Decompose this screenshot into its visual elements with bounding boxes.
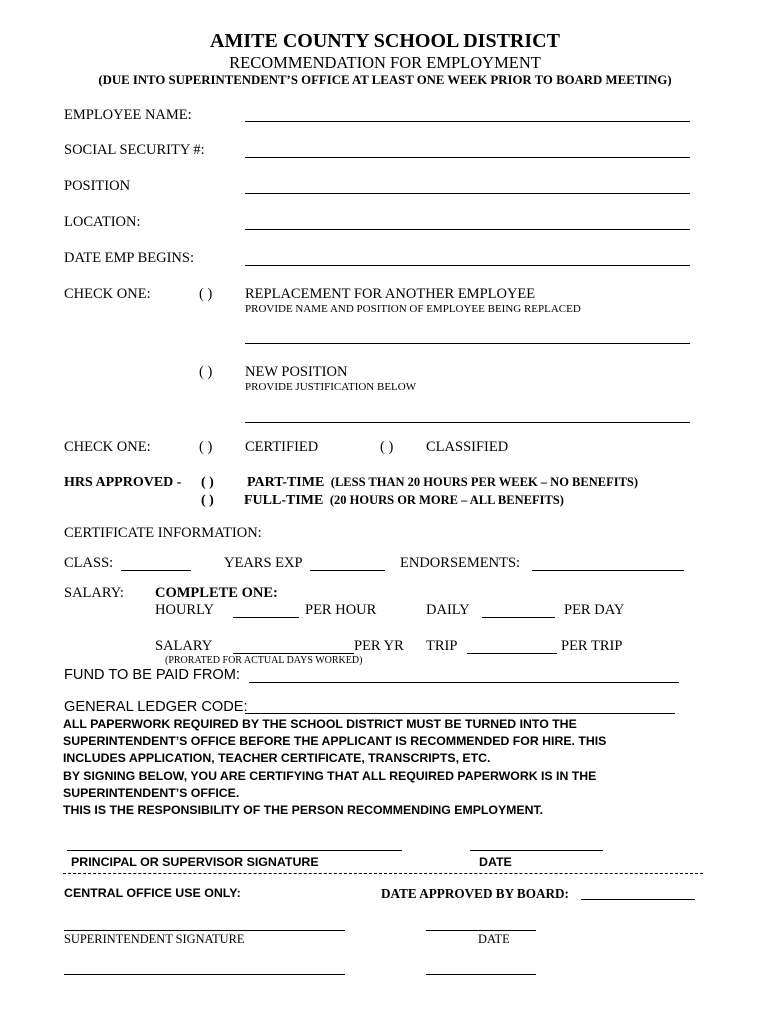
date-begins-label: DATE EMP BEGINS: <box>64 250 194 266</box>
employee-name-label: EMPLOYEE NAME: <box>64 107 192 123</box>
part-time-label <box>247 475 638 491</box>
full-time-checkbox[interactable]: ( ) <box>201 493 214 508</box>
salary-yr-field[interactable] <box>233 653 354 654</box>
notice-line: SUPERINTENDENT’S OFFICE. <box>63 785 240 800</box>
bottom-signature-field[interactable] <box>64 974 345 975</box>
per-yr-label: PER YR <box>354 638 404 654</box>
paperwork-notice <box>63 716 723 819</box>
location-label: LOCATION: <box>64 214 141 230</box>
replacement-label: REPLACEMENT FOR ANOTHER EMPLOYEE <box>245 286 536 302</box>
daily-label: DAILY <box>426 602 470 618</box>
superintendent-signature-field[interactable] <box>64 930 345 931</box>
date-field-1[interactable] <box>470 850 603 851</box>
notice-line: INCLUDES APPLICATION, TEACHER CERTIFICATE, TRANSCRIPTS, ETC. <box>63 751 491 766</box>
class-label: CLASS: <box>64 555 114 571</box>
date-begins-field[interactable] <box>245 265 690 266</box>
ledger-field[interactable] <box>245 713 675 714</box>
notice-line: THIS IS THE RESPONSIBILITY OF THE PERSON RECOMMENDING EMPLOYMENT. <box>63 803 544 818</box>
per-trip-label: PER TRIP <box>561 638 623 654</box>
ssn-field[interactable] <box>245 157 690 158</box>
notice-line: BY SIGNING BELOW, YOU ARE CERTIFYING THAT ALL REQUIRED PAPERWORK IS IN THE <box>63 768 597 783</box>
district-title: AMITE COUNTY SCHOOL DISTRICT <box>210 30 560 52</box>
replacement-field[interactable] <box>245 343 690 344</box>
check-one-label: CHECK ONE: <box>64 286 151 302</box>
daily-field[interactable] <box>482 617 555 618</box>
ledger-label: GENERAL LEDGER CODE: <box>64 699 248 715</box>
certificate-heading: CERTIFICATE INFORMATION: <box>64 525 262 541</box>
employee-name-field[interactable] <box>245 121 690 122</box>
salary-label: SALARY: <box>64 585 124 601</box>
years-exp-field[interactable] <box>310 570 385 571</box>
section-divider <box>63 873 703 874</box>
principal-signature-field[interactable] <box>67 850 402 851</box>
full-time-note: (20 HOURS OR MORE – ALL BENEFITS) <box>329 493 564 507</box>
check-one-label-2: CHECK ONE: <box>64 439 151 455</box>
replacement-note: PROVIDE NAME AND POSITION OF EMPLOYEE BEING REPLACED <box>245 303 581 315</box>
date-label-2: DATE <box>478 932 510 946</box>
location-field[interactable] <box>245 229 690 230</box>
part-time-note: (LESS THAN 20 HOURS PER WEEK – NO BENEFITS) <box>330 475 639 489</box>
certified-checkbox[interactable]: ( ) <box>199 439 213 455</box>
superintendent-signature-label: SUPERINTENDENT SIGNATURE <box>64 932 245 946</box>
full-time-text: FULL-TIME <box>244 493 324 508</box>
endorsements-label: ENDORSEMENTS: <box>400 555 521 571</box>
per-hour-label: PER HOUR <box>305 602 377 618</box>
justification-field[interactable] <box>245 422 690 423</box>
central-office-label: CENTRAL OFFICE USE ONLY: <box>64 886 241 900</box>
notice-line: ALL PAPERWORK REQUIRED BY THE SCHOOL DISTRICT MUST BE TURNED INTO THE <box>63 717 577 731</box>
salary-yr-label: SALARY <box>155 638 213 654</box>
years-exp-label: YEARS EXP <box>224 555 303 571</box>
date-approved-field[interactable] <box>581 899 695 900</box>
replacement-checkbox[interactable]: ( ) <box>199 286 213 302</box>
complete-one-label: COMPLETE ONE: <box>155 585 278 601</box>
endorsements-field[interactable] <box>532 570 684 571</box>
trip-label: TRIP <box>426 638 458 654</box>
fund-label: FUND TO BE PAID FROM: <box>64 667 240 683</box>
per-day-label: PER DAY <box>564 602 625 618</box>
classified-checkbox[interactable]: ( ) <box>380 439 394 455</box>
full-time-label <box>244 493 564 509</box>
classified-label: CLASSIFIED <box>426 439 509 455</box>
part-time-text: PART-TIME <box>247 475 325 490</box>
part-time-checkbox[interactable]: ( ) <box>201 475 214 490</box>
trip-field[interactable] <box>467 653 557 654</box>
position-label: POSITION <box>64 178 131 194</box>
new-position-note: PROVIDE JUSTIFICATION BELOW <box>245 381 417 393</box>
hourly-label: HOURLY <box>155 602 214 618</box>
class-field[interactable] <box>121 570 191 571</box>
principal-signature-label: PRINCIPAL OR SUPERVISOR SIGNATURE <box>71 855 319 869</box>
date-field-2[interactable] <box>426 930 536 931</box>
prorated-note: (PRORATED FOR ACTUAL DAYS WORKED) <box>165 655 363 666</box>
notice-line: SUPERINTENDENT’S OFFICE BEFORE THE APPLICANT IS RECOMMENDED FOR HIRE. THIS <box>63 734 607 749</box>
certified-label: CERTIFIED <box>245 439 319 455</box>
new-position-checkbox[interactable]: ( ) <box>199 364 213 380</box>
date-approved-label: DATE APPROVED BY BOARD: <box>381 886 569 901</box>
hours-approved-label: HRS APPROVED - <box>64 475 182 490</box>
due-note: (DUE INTO SUPERINTENDENT’S OFFICE AT LEAST ONE WEEK PRIOR TO BOARD MEETING) <box>98 73 672 87</box>
new-position-label: NEW POSITION <box>245 364 348 380</box>
bottom-date-field[interactable] <box>426 974 536 975</box>
ssn-label: SOCIAL SECURITY #: <box>64 142 205 158</box>
date-label-1: DATE <box>479 855 512 869</box>
fund-field[interactable] <box>249 682 679 683</box>
hourly-field[interactable] <box>233 617 299 618</box>
form-title: RECOMMENDATION FOR EMPLOYMENT <box>229 53 541 72</box>
position-field[interactable] <box>245 193 690 194</box>
